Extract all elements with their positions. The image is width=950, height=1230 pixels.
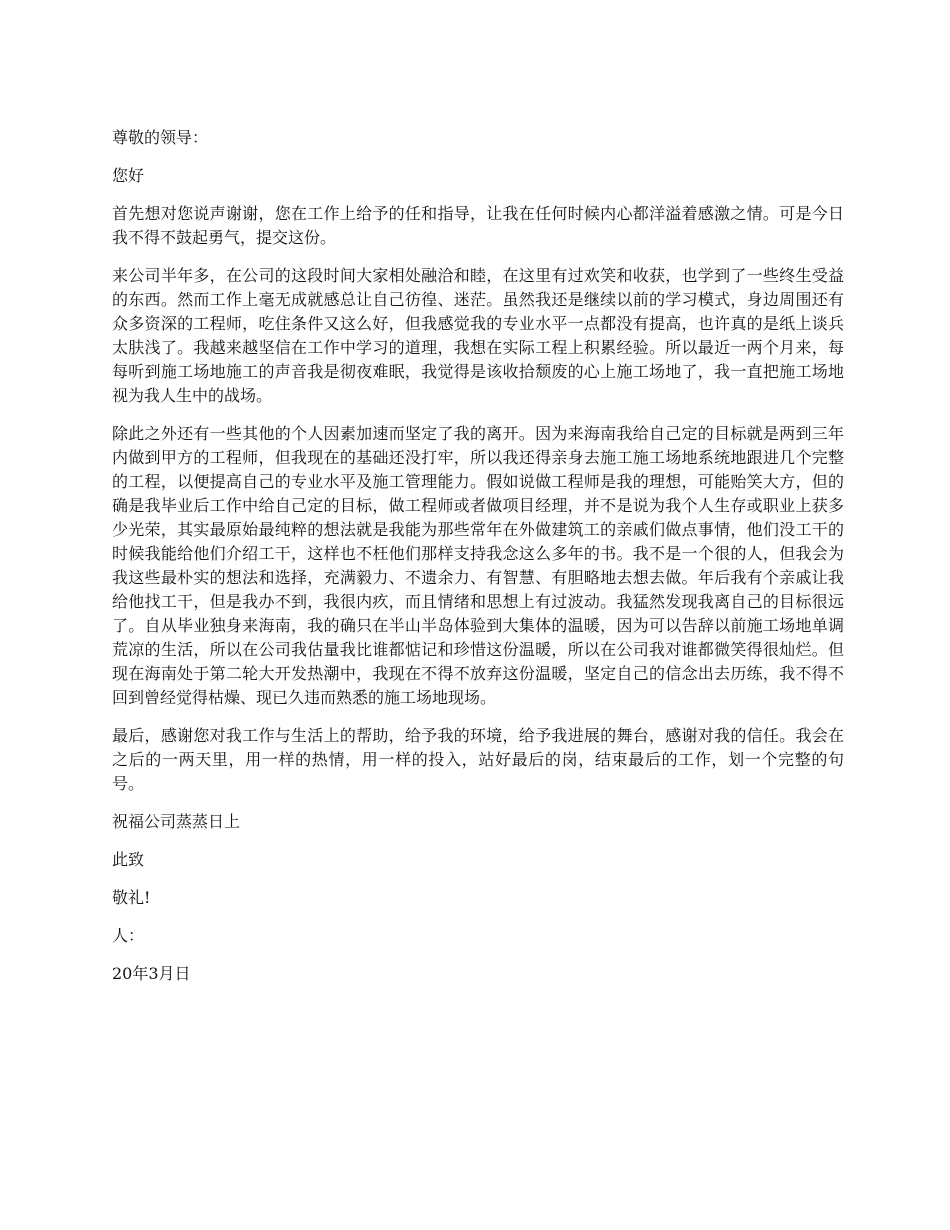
date: 20年3月日	[112, 964, 191, 983]
paragraph-experience: 来公司半年多，在公司的这段时间大家相处融洽和睦，在这里有过欢笑和收获，也学到了一些终生受益的东西。然而工作上毫无成就感总让自己彷徨、迷茫。虽然我还是继续以前的学习模式，身边周围还有众多资深的工程师，吃住条件又这么好，但我感觉我的专业水平一点都没有提高，也许真的是纸上谈兵太肤浅了。我越来越坚信在工作中学习的道理，我想在实际工程上积累经验。所以最近一两个月来，每每听到施工场地施工的声音我是彻夜难眠，我觉得是该收拾颓废的心上施工场地了，我一直把施工场地视为我人生中的战场。	[112, 266, 844, 405]
resignation-letter	[112, 126, 844, 1000]
greeting: 您好	[112, 166, 145, 185]
paragraph-closing: 最后，感谢您对我工作与生活上的帮助，给予我的环境，给予我进展的舞台，感谢对我的信任。我会在之后的一两天里，用一样的热情，用一样的投入，站好最后的岗，结束最后的工作，划一个完整的句号。	[112, 726, 844, 793]
blessing: 祝福公司蒸蒸日上	[112, 812, 241, 831]
salutation: 尊敬的领导：	[112, 128, 209, 147]
closing-line-2: 敬礼!	[112, 888, 151, 907]
paragraph-reasons: 除此之外还有一些其他的个人因素加速而坚定了我的离开。因为来海南我给自己定的目标就是两到三年内做到甲方的工程师，但我现在的基础还没打牢，所以我还得亲身去施工施工场地系统地跟进几个完整的工程，以便提高自己的专业水平及施工管理能力。假如说做工程师是我的理想，可能贻笑大方，但的确是我毕业后工作中给自己定的目标，做工程师或者做项目经理，并不是说为我个人生存或职业上获多少光荣，其实最原始最纯粹的想法就是我能为那些常年在外做建筑工的亲戚们做点事情，他们没工干的时候我能给他们介绍工干，这样也不枉他们那样支持我念这么多年的书。我不是一个很的人，但我会为我这些最朴实的想法和选择，充满毅力、不遗余力、有智慧、有胆略地去想去做。年后我有个亲戚让我给他找工干，但是我办不到，我很内疚，而且情绪和思想上有过波动。我猛然发现我离自己的目标很远了。自从毕业独身来海南，我的确只在半山半岛体验到大集体的温暖，因为可以告辞以前施工场地单调荒凉的生活，所以在公司我估量我比谁都惦记和珍惜这份温暖，所以在公司我对谁都微笑得很灿烂。但现在海南处于第二轮大开发热潮中，我现在不得不放弃这份温暖，坚定自己的信念出去历练，我不得不回到曾经觉得枯燥、现已久违而熟悉的施工场地现场。	[112, 424, 844, 707]
paragraph-thanks: 首先想对您说声谢谢，您在工作上给予的任和指导，让我在任何时候内心都洋溢着感激之情。可是今日我不得不鼓起勇气，提交这份。	[112, 204, 844, 247]
closing-line-1: 此致	[112, 850, 145, 869]
signer-label: 人：	[112, 926, 145, 945]
